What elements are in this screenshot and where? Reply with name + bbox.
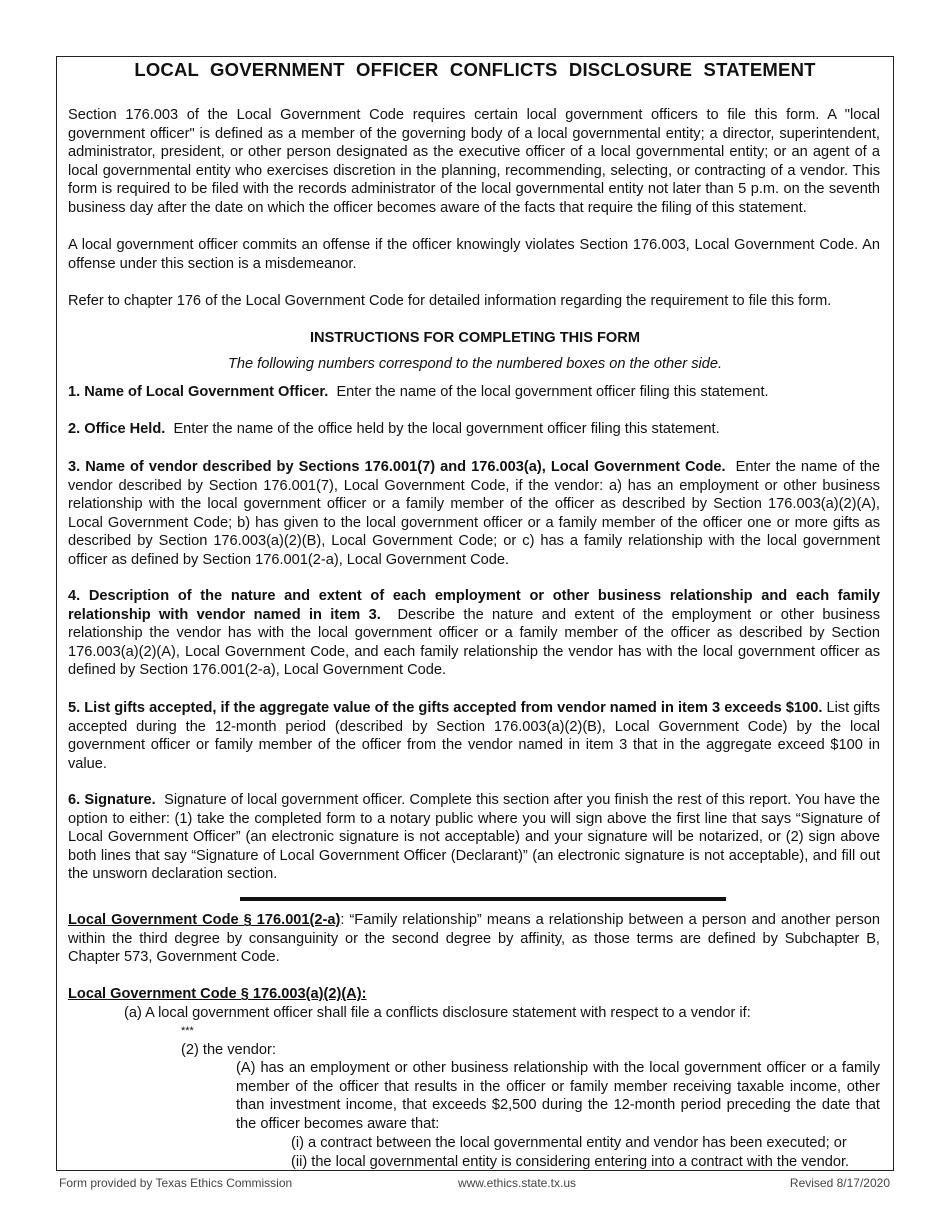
code-176-003-heading: Local Government Code § 176.003(a)(2)(A):: [68, 986, 367, 1002]
instruction-item-3-text: Enter the name of the vendor described by Section 176.001(7), Local Government Code, if the vendor: a) has an employment or other business relationship with the local government officer or a family member of the officer as described by Section 176.003(a)(2)(A), Local Government Code; b) has given to the local government officer or a family member of the officer one or more gifts as described by Section 176.003(a)(2)(B), Local Government Code; or c) has a family relationship with the local government officer as defined by Section 176.001(2-a), Local Government Code.: [68, 459, 880, 568]
footer-provider: Form provided by Texas Ethics Commission: [59, 1176, 293, 1190]
instruction-item-6: [68, 791, 880, 884]
instruction-item-4-text: Describe the nature and extent of the employment or other business relationship the vendor has with the local government officer or a family member of the officer as described by Section 176.003(a)(2)(A), Local Government Code, and each family relationship the vendor has with the local government officer as defined by Section 176.001(2-a), Local Government Code.: [68, 606, 881, 679]
instruction-item-4-title: 4. Description of the nature and extent of each employment or other business relationship and each family relationship with vendor named in item 3.: [68, 588, 880, 623]
instruction-item-5: [68, 699, 880, 773]
instruction-item-2: [68, 420, 880, 439]
footer-revision: Revised 8/17/2020: [789, 1176, 890, 1190]
code-clause-A: (A) has an employment or other business relationship with the local government officer or a family member of the officer that results in the officer or family member receiving taxable income, other than investment income, that exceeds $2,500 during the 12-month period preceding the date that the officer becomes aware that:: [236, 1060, 880, 1132]
footer-website: www.ethics.state.tx.us: [457, 1176, 577, 1190]
instructions-subheading: The following numbers correspond to the numbered boxes on the other side.: [227, 356, 723, 372]
instruction-item-4: [68, 587, 880, 680]
instruction-item-1-title: 1. Name of Local Government Officer.: [68, 384, 329, 400]
instructions-heading: INSTRUCTIONS FOR COMPLETING THIS FORM: [310, 330, 640, 346]
instruction-item-2-text: Enter the name of the office held by the local government officer filing this statement.: [173, 421, 720, 437]
intro-paragraph-3: Refer to chapter 176 of the Local Government Code for detailed information regarding the requirement to file this form.: [68, 293, 832, 309]
instruction-item-5-text: List gifts accepted during the 12-month period (described by Section 176.003(a)(2)(B), Local Government Code) by the local government officer or family member of the officer from the vendor named in item 3 that in the aggregate exceed $100 in value.: [68, 700, 880, 772]
instruction-item-1: [68, 383, 880, 402]
code-176-001-2a: [68, 911, 880, 967]
instruction-item-6-title: 6. Signature.: [68, 792, 156, 808]
intro-paragraph-2: A local government officer commits an offense if the officer knowingly violates Section 176.003, Local Government Code. An offense under this section is a misdemeanor.: [68, 237, 880, 272]
instruction-item-1-text: Enter the name of the local government officer filing this statement.: [336, 384, 769, 400]
instruction-item-3: [68, 458, 880, 570]
code-clause-i: (i) a contract between the local governmental entity and vendor has been executed; or: [291, 1135, 847, 1151]
code-clause-ii: (ii) the local governmental entity is considering entering into a contract with the vendor.: [291, 1154, 850, 1170]
code-176-001-2a-text: : “Family relationship” means a relationship between a person and another person within the third degree by consanguinity or the second degree by affinity, as those terms are defined by Subchapter B, Chapter 573, Government Code.: [68, 912, 880, 966]
intro-paragraph-1: Section 176.003 of the Local Government Code requires certain local government officers to file this form. A "local government officer" is defined as a member of the governing body of a local governmental entity; a director, superintendent, administrator, president, or other person designated as the executive officer of a local governmental entity; or an agent of a local governmental entity who exercises discretion in the planning, recommending, selecting, or contracting of a vendor. This form is required to be filed with the records administrator of the local governmental entity not later than 5 p.m. on the seventh business day after the date on which the officer becomes aware of the facts that require the filing of this statement.: [68, 107, 880, 216]
code-clause-2: (2) the vendor:: [181, 1042, 276, 1058]
form-title: LOCAL GOVERNMENT OFFICER CONFLICTS DISCLOSURE STATEMENT: [134, 59, 816, 80]
code-omission-stars: ***: [181, 1025, 194, 1037]
instruction-item-3-title: 3. Name of vendor described by Sections 176.001(7) and 176.003(a), Local Government Code.: [68, 459, 726, 475]
instruction-item-2-title: 2. Office Held.: [68, 421, 166, 437]
code-176-001-2a-heading: Local Government Code § 176.001(2-a): [68, 912, 341, 928]
instruction-item-5-title: 5. List gifts accepted, if the aggregate value of the gifts accepted from vendor named in item 3 exceeds $100.: [68, 700, 823, 716]
code-clause-a: (a) A local government officer shall file a conflicts disclosure statement with respect to a vendor if:: [124, 1005, 751, 1021]
section-divider: [240, 897, 726, 901]
instruction-item-6-text: Signature of local government officer. Complete this section after you finish the rest of this report. You have the option to either: (1) take the completed form to a notary public where you will sign above the first line that says “Signature of Local Government Officer” (an electronic signature is not acceptable) and your signature will be notarized, or (2) sign above both lines that say “Signature of Local Government Officer (Declarant)” (an electronic signature is not acceptable), and fill out the unsworn declaration section.: [68, 792, 880, 883]
